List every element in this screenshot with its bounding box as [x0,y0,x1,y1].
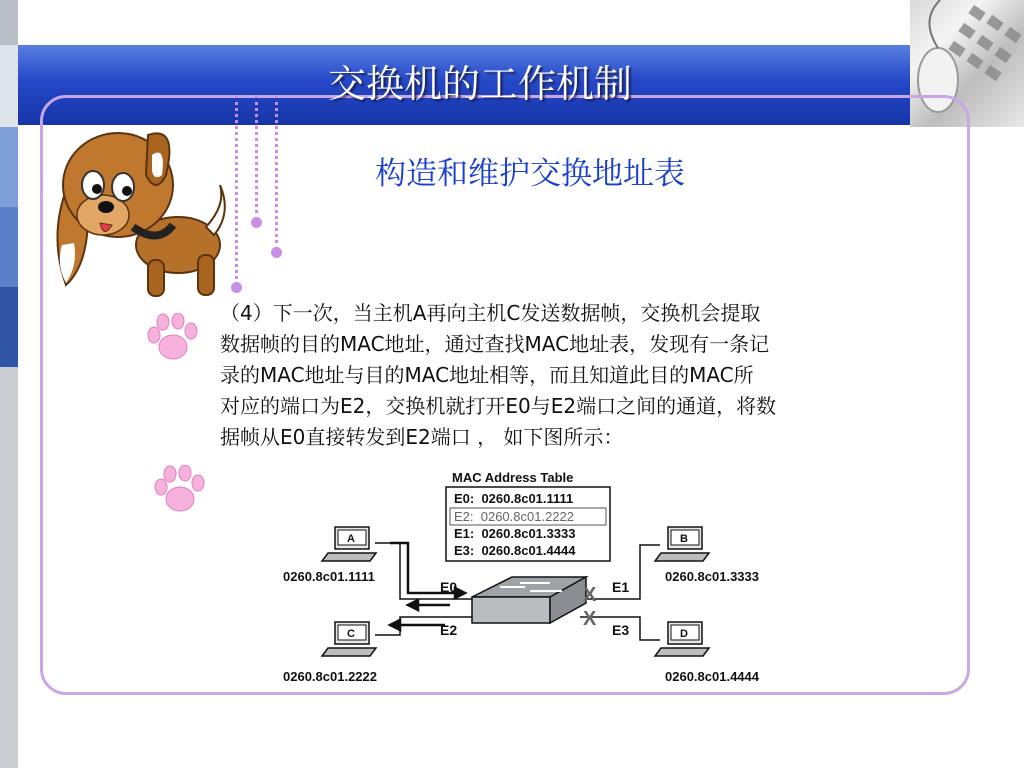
mac-table-entry: E2: 0260.8c01.2222 [454,509,574,524]
mac-table-title: MAC Address Table [452,470,574,485]
port-label-e0: E0 [440,579,458,595]
host-c-label: C [347,628,355,640]
side-stripe-3 [0,127,18,207]
port-label-e3: E3 [612,622,630,638]
mac-table-entry: E0: 0260.8c01.1111 [454,491,574,506]
mac-table-entry: E3: 0260.8c01.4444 [454,543,576,558]
host-a-mac: 0260.8c01.1111 [283,569,375,584]
blocked-port-mark: X [583,584,597,606]
body-paragraph: （4）下一次，当主机A再向主机C发送数据帧，交换机会提取 数据帧的目的MAC地址，通过查找MAC地址表，发现有一条记 录的MAC地址与目的MAC地址相等，而且知道此目的MAC所 对应的端口为E2，交换机就打开E0与E2端口之间的通道，将数 据帧从E0直接转发到E2端口 ， 如下图所示： [220,301,777,449]
slide-subtitle: 构造和维护交换地址表 [375,156,685,192]
host-b-mac: 0260.8c01.3333 [665,569,759,584]
paw-print-icon [150,465,206,517]
port-label-e2: E2 [440,622,458,638]
host-c-mac: 0260.8c01.2222 [283,669,377,684]
side-stripe-2 [0,45,18,127]
mac-table-entry: E1: 0260.8c01.3333 [454,526,576,541]
side-stripe-4 [0,207,18,287]
puppy-illustration [48,115,234,305]
host-d-mac: 0260.8c01.4444 [665,669,759,684]
paw-print-icon [143,313,199,365]
dotted-line-2 [255,95,258,220]
host-d-label: D [680,628,688,640]
side-stripe-5 [0,287,18,367]
host-b-label: B [680,533,688,545]
dotted-line-end-2 [251,217,262,228]
slide-title: 交换机的工作机制 [327,62,632,106]
switch-forwarding-diagram [250,465,795,695]
dotted-line-end-3 [271,247,282,258]
side-stripe-6 [0,367,18,768]
host-a-label: A [347,533,355,545]
switch-icon [472,577,586,623]
dotted-line-3 [275,95,278,250]
port-label-e1: E1 [612,579,630,595]
blocked-port-mark: X [583,608,597,630]
dotted-line-1 [235,95,238,285]
side-stripe-1 [0,0,18,45]
